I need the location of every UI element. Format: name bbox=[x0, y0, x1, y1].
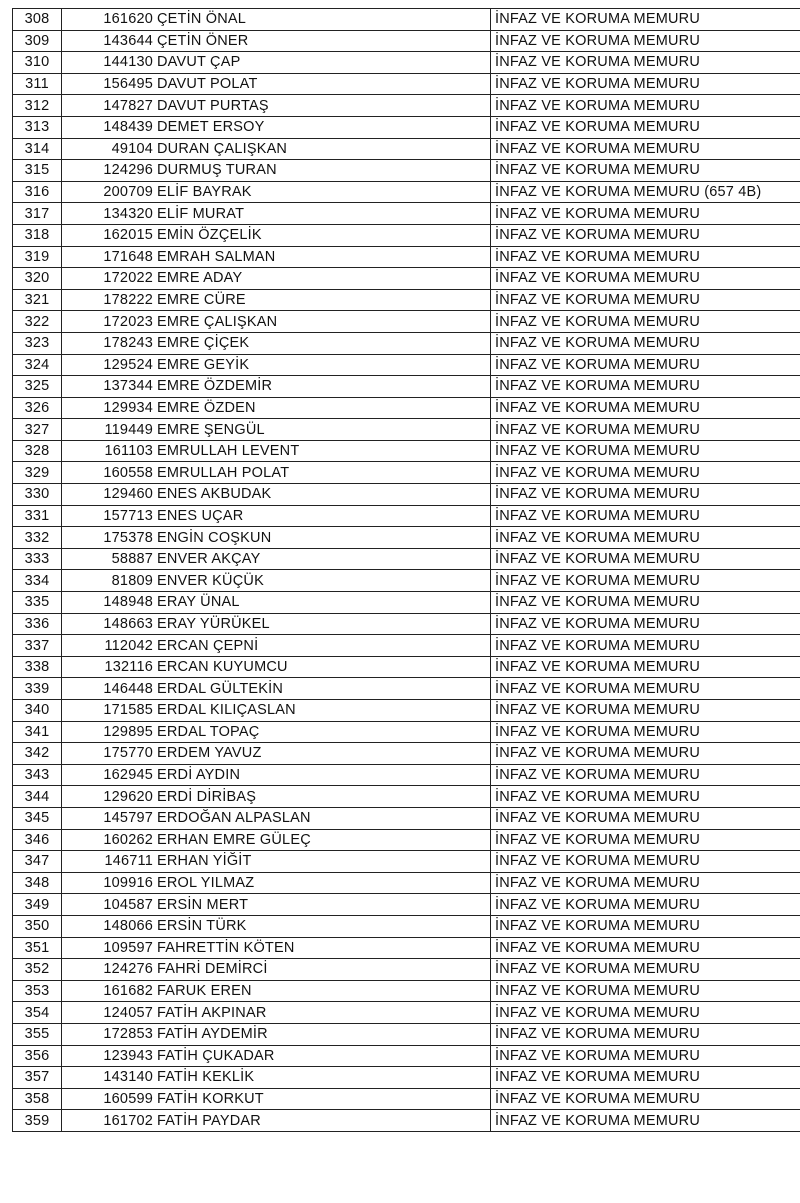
full-name-cell: DEMET ERSOY bbox=[155, 116, 491, 138]
job-title-cell: İNFAZ VE KORUMA MEMURU bbox=[491, 354, 800, 376]
row-number-cell: 311 bbox=[13, 73, 62, 95]
job-title-cell: İNFAZ VE KORUMA MEMURU bbox=[491, 52, 800, 74]
registry-number-cell: 143644 bbox=[62, 30, 156, 52]
registry-number-cell: 49104 bbox=[62, 138, 156, 160]
table-row bbox=[13, 160, 800, 182]
row-number-cell: 321 bbox=[13, 289, 62, 311]
full-name-cell: ERCAN ÇEPNİ bbox=[155, 635, 491, 657]
row-number-cell: 318 bbox=[13, 224, 62, 246]
registry-number-cell: 109597 bbox=[62, 937, 156, 959]
job-title-cell: İNFAZ VE KORUMA MEMURU bbox=[491, 743, 800, 765]
table-row bbox=[13, 1067, 800, 1089]
row-number-cell: 354 bbox=[13, 1002, 62, 1024]
job-title-cell: İNFAZ VE KORUMA MEMURU bbox=[491, 635, 800, 657]
job-title-cell: İNFAZ VE KORUMA MEMURU bbox=[491, 203, 800, 225]
registry-number-cell: 161702 bbox=[62, 1110, 156, 1132]
row-number-cell: 324 bbox=[13, 354, 62, 376]
table-row bbox=[13, 419, 800, 441]
full-name-cell: FATİH AYDEMİR bbox=[155, 1023, 491, 1045]
registry-number-cell: 147827 bbox=[62, 95, 156, 117]
registry-number-cell: 124276 bbox=[62, 959, 156, 981]
full-name-cell: FARUK EREN bbox=[155, 980, 491, 1002]
job-title-cell: İNFAZ VE KORUMA MEMURU bbox=[491, 872, 800, 894]
job-title-cell: İNFAZ VE KORUMA MEMURU bbox=[491, 1002, 800, 1024]
full-name-cell: ELİF BAYRAK bbox=[155, 181, 491, 203]
row-number-cell: 348 bbox=[13, 872, 62, 894]
job-title-cell: İNFAZ VE KORUMA MEMURU bbox=[491, 959, 800, 981]
job-title-cell: İNFAZ VE KORUMA MEMURU bbox=[491, 9, 800, 31]
table-row bbox=[13, 592, 800, 614]
full-name-cell: ÇETİN ÖNER bbox=[155, 30, 491, 52]
row-number-cell: 332 bbox=[13, 527, 62, 549]
row-number-cell: 308 bbox=[13, 9, 62, 31]
registry-number-cell: 132116 bbox=[62, 656, 156, 678]
registry-number-cell: 109916 bbox=[62, 872, 156, 894]
job-title-cell: İNFAZ VE KORUMA MEMURU bbox=[491, 160, 800, 182]
job-title-cell: İNFAZ VE KORUMA MEMURU bbox=[491, 548, 800, 570]
job-title-cell: İNFAZ VE KORUMA MEMURU bbox=[491, 1045, 800, 1067]
row-number-cell: 334 bbox=[13, 570, 62, 592]
row-number-cell: 358 bbox=[13, 1088, 62, 1110]
row-number-cell: 320 bbox=[13, 268, 62, 290]
full-name-cell: FATİH PAYDAR bbox=[155, 1110, 491, 1132]
registry-number-cell: 143140 bbox=[62, 1067, 156, 1089]
row-number-cell: 333 bbox=[13, 548, 62, 570]
registry-number-cell: 129460 bbox=[62, 484, 156, 506]
registry-number-cell: 161682 bbox=[62, 980, 156, 1002]
row-number-cell: 327 bbox=[13, 419, 62, 441]
registry-number-cell: 178243 bbox=[62, 332, 156, 354]
row-number-cell: 338 bbox=[13, 656, 62, 678]
job-title-cell: İNFAZ VE KORUMA MEMURU bbox=[491, 1023, 800, 1045]
table-row bbox=[13, 851, 800, 873]
full-name-cell: DAVUT ÇAP bbox=[155, 52, 491, 74]
full-name-cell: FAHRETTİN KÖTEN bbox=[155, 937, 491, 959]
full-name-cell: EMRAH SALMAN bbox=[155, 246, 491, 268]
table-row bbox=[13, 462, 800, 484]
registry-number-cell: 144130 bbox=[62, 52, 156, 74]
table-row bbox=[13, 9, 800, 31]
registry-number-cell: 119449 bbox=[62, 419, 156, 441]
full-name-cell: ERSİN MERT bbox=[155, 894, 491, 916]
full-name-cell: DAVUT POLAT bbox=[155, 73, 491, 95]
job-title-cell: İNFAZ VE KORUMA MEMURU bbox=[491, 73, 800, 95]
row-number-cell: 341 bbox=[13, 721, 62, 743]
full-name-cell: ERAY YÜRÜKEL bbox=[155, 613, 491, 635]
job-title-cell: İNFAZ VE KORUMA MEMURU bbox=[491, 1088, 800, 1110]
full-name-cell: DURMUŞ TURAN bbox=[155, 160, 491, 182]
table-row bbox=[13, 95, 800, 117]
table-row bbox=[13, 397, 800, 419]
full-name-cell: ENES UÇAR bbox=[155, 505, 491, 527]
registry-number-cell: 171585 bbox=[62, 700, 156, 722]
table-row bbox=[13, 786, 800, 808]
row-number-cell: 309 bbox=[13, 30, 62, 52]
registry-number-cell: 124296 bbox=[62, 160, 156, 182]
job-title-cell: İNFAZ VE KORUMA MEMURU bbox=[491, 462, 800, 484]
table-row bbox=[13, 376, 800, 398]
registry-number-cell: 148439 bbox=[62, 116, 156, 138]
table-row bbox=[13, 678, 800, 700]
job-title-cell: İNFAZ VE KORUMA MEMURU bbox=[491, 95, 800, 117]
row-number-cell: 313 bbox=[13, 116, 62, 138]
job-title-cell: İNFAZ VE KORUMA MEMURU bbox=[491, 829, 800, 851]
full-name-cell: ERDAL KILIÇASLAN bbox=[155, 700, 491, 722]
full-name-cell: FATİH AKPINAR bbox=[155, 1002, 491, 1024]
job-title-cell: İNFAZ VE KORUMA MEMURU bbox=[491, 30, 800, 52]
full-name-cell: ERAY ÜNAL bbox=[155, 592, 491, 614]
table-row bbox=[13, 1045, 800, 1067]
registry-number-cell: 171648 bbox=[62, 246, 156, 268]
table-row bbox=[13, 332, 800, 354]
full-name-cell: EMRE ÖZDEMİR bbox=[155, 376, 491, 398]
row-number-cell: 357 bbox=[13, 1067, 62, 1089]
table-row bbox=[13, 700, 800, 722]
row-number-cell: 314 bbox=[13, 138, 62, 160]
job-title-cell: İNFAZ VE KORUMA MEMURU bbox=[491, 592, 800, 614]
row-number-cell: 344 bbox=[13, 786, 62, 808]
table-row bbox=[13, 721, 800, 743]
row-number-cell: 352 bbox=[13, 959, 62, 981]
registry-number-cell: 129620 bbox=[62, 786, 156, 808]
registry-number-cell: 104587 bbox=[62, 894, 156, 916]
registry-number-cell: 148948 bbox=[62, 592, 156, 614]
job-title-cell: İNFAZ VE KORUMA MEMURU bbox=[491, 721, 800, 743]
table-row bbox=[13, 440, 800, 462]
full-name-cell: EMRE ADAY bbox=[155, 268, 491, 290]
table-row bbox=[13, 635, 800, 657]
registry-number-cell: 178222 bbox=[62, 289, 156, 311]
full-name-cell: ELİF MURAT bbox=[155, 203, 491, 225]
registry-number-cell: 129895 bbox=[62, 721, 156, 743]
row-number-cell: 356 bbox=[13, 1045, 62, 1067]
row-number-cell: 316 bbox=[13, 181, 62, 203]
table-row bbox=[13, 980, 800, 1002]
table-row bbox=[13, 743, 800, 765]
registry-number-cell: 160558 bbox=[62, 462, 156, 484]
registry-number-cell: 172023 bbox=[62, 311, 156, 333]
job-title-cell: İNFAZ VE KORUMA MEMURU bbox=[491, 138, 800, 160]
full-name-cell: EMRE ÖZDEN bbox=[155, 397, 491, 419]
job-title-cell: İNFAZ VE KORUMA MEMURU bbox=[491, 678, 800, 700]
full-name-cell: DURAN ÇALIŞKAN bbox=[155, 138, 491, 160]
full-name-cell: FATİH ÇUKADAR bbox=[155, 1045, 491, 1067]
job-title-cell: İNFAZ VE KORUMA MEMURU bbox=[491, 980, 800, 1002]
registry-number-cell: 112042 bbox=[62, 635, 156, 657]
job-title-cell: İNFAZ VE KORUMA MEMURU bbox=[491, 419, 800, 441]
row-number-cell: 331 bbox=[13, 505, 62, 527]
job-title-cell: İNFAZ VE KORUMA MEMURU bbox=[491, 1110, 800, 1132]
row-number-cell: 329 bbox=[13, 462, 62, 484]
full-name-cell: ERDOĞAN ALPASLAN bbox=[155, 807, 491, 829]
full-name-cell: ENGİN COŞKUN bbox=[155, 527, 491, 549]
job-title-cell: İNFAZ VE KORUMA MEMURU bbox=[491, 786, 800, 808]
job-title-cell: İNFAZ VE KORUMA MEMURU bbox=[491, 376, 800, 398]
row-number-cell: 342 bbox=[13, 743, 62, 765]
job-title-cell: İNFAZ VE KORUMA MEMURU bbox=[491, 397, 800, 419]
row-number-cell: 328 bbox=[13, 440, 62, 462]
registry-number-cell: 175378 bbox=[62, 527, 156, 549]
table-row bbox=[13, 613, 800, 635]
table-row bbox=[13, 268, 800, 290]
registry-number-cell: 156495 bbox=[62, 73, 156, 95]
full-name-cell: FAHRİ DEMİRCİ bbox=[155, 959, 491, 981]
table-row bbox=[13, 52, 800, 74]
full-name-cell: EMİN ÖZÇELİK bbox=[155, 224, 491, 246]
table-row bbox=[13, 656, 800, 678]
full-name-cell: EMRE ÇALIŞKAN bbox=[155, 311, 491, 333]
full-name-cell: ENVER KÜÇÜK bbox=[155, 570, 491, 592]
registry-number-cell: 161103 bbox=[62, 440, 156, 462]
registry-number-cell: 134320 bbox=[62, 203, 156, 225]
full-name-cell: ERHAN EMRE GÜLEÇ bbox=[155, 829, 491, 851]
job-title-cell: İNFAZ VE KORUMA MEMURU bbox=[491, 851, 800, 873]
registry-number-cell: 172022 bbox=[62, 268, 156, 290]
job-title-cell: İNFAZ VE KORUMA MEMURU bbox=[491, 246, 800, 268]
row-number-cell: 340 bbox=[13, 700, 62, 722]
row-number-cell: 349 bbox=[13, 894, 62, 916]
table-row bbox=[13, 1088, 800, 1110]
job-title-cell: İNFAZ VE KORUMA MEMURU bbox=[491, 807, 800, 829]
full-name-cell: DAVUT PURTAŞ bbox=[155, 95, 491, 117]
table-row bbox=[13, 527, 800, 549]
full-name-cell: EMRE GEYİK bbox=[155, 354, 491, 376]
job-title-cell: İNFAZ VE KORUMA MEMURU bbox=[491, 915, 800, 937]
registry-number-cell: 129524 bbox=[62, 354, 156, 376]
full-name-cell: ERDAL TOPAÇ bbox=[155, 721, 491, 743]
registry-number-cell: 148066 bbox=[62, 915, 156, 937]
table-row bbox=[13, 915, 800, 937]
table-row bbox=[13, 1110, 800, 1132]
row-number-cell: 343 bbox=[13, 764, 62, 786]
row-number-cell: 346 bbox=[13, 829, 62, 851]
job-title-cell: İNFAZ VE KORUMA MEMURU bbox=[491, 484, 800, 506]
row-number-cell: 315 bbox=[13, 160, 62, 182]
row-number-cell: 319 bbox=[13, 246, 62, 268]
registry-number-cell: 123943 bbox=[62, 1045, 156, 1067]
registry-number-cell: 200709 bbox=[62, 181, 156, 203]
table-row bbox=[13, 311, 800, 333]
registry-number-cell: 146711 bbox=[62, 851, 156, 873]
table-row bbox=[13, 570, 800, 592]
row-number-cell: 337 bbox=[13, 635, 62, 657]
table-row bbox=[13, 1002, 800, 1024]
registry-number-cell: 172853 bbox=[62, 1023, 156, 1045]
table-row bbox=[13, 505, 800, 527]
job-title-cell: İNFAZ VE KORUMA MEMURU bbox=[491, 894, 800, 916]
row-number-cell: 345 bbox=[13, 807, 62, 829]
full-name-cell: EMRULLAH POLAT bbox=[155, 462, 491, 484]
job-title-cell: İNFAZ VE KORUMA MEMURU bbox=[491, 505, 800, 527]
registry-number-cell: 160599 bbox=[62, 1088, 156, 1110]
table-row bbox=[13, 30, 800, 52]
full-name-cell: EROL YILMAZ bbox=[155, 872, 491, 894]
registry-number-cell: 129934 bbox=[62, 397, 156, 419]
full-name-cell: ÇETİN ÖNAL bbox=[155, 9, 491, 31]
personnel-table-container bbox=[12, 8, 800, 1132]
row-number-cell: 330 bbox=[13, 484, 62, 506]
table-row bbox=[13, 829, 800, 851]
full-name-cell: FATİH KEKLİK bbox=[155, 1067, 491, 1089]
table-row bbox=[13, 138, 800, 160]
full-name-cell: ERCAN KUYUMCU bbox=[155, 656, 491, 678]
full-name-cell: EMRE CÜRE bbox=[155, 289, 491, 311]
job-title-cell: İNFAZ VE KORUMA MEMURU bbox=[491, 937, 800, 959]
job-title-cell: İNFAZ VE KORUMA MEMURU bbox=[491, 440, 800, 462]
table-row bbox=[13, 73, 800, 95]
personnel-table-body bbox=[13, 9, 800, 1132]
full-name-cell: ENES AKBUDAK bbox=[155, 484, 491, 506]
table-row bbox=[13, 548, 800, 570]
registry-number-cell: 58887 bbox=[62, 548, 156, 570]
registry-number-cell: 160262 bbox=[62, 829, 156, 851]
table-row bbox=[13, 181, 800, 203]
job-title-cell: İNFAZ VE KORUMA MEMURU bbox=[491, 527, 800, 549]
full-name-cell: ENVER AKÇAY bbox=[155, 548, 491, 570]
job-title-cell: İNFAZ VE KORUMA MEMURU bbox=[491, 116, 800, 138]
full-name-cell: EMRULLAH LEVENT bbox=[155, 440, 491, 462]
row-number-cell: 310 bbox=[13, 52, 62, 74]
table-row bbox=[13, 484, 800, 506]
row-number-cell: 325 bbox=[13, 376, 62, 398]
personnel-table bbox=[12, 8, 800, 1132]
job-title-cell: İNFAZ VE KORUMA MEMURU bbox=[491, 311, 800, 333]
table-row bbox=[13, 224, 800, 246]
job-title-cell: İNFAZ VE KORUMA MEMURU bbox=[491, 613, 800, 635]
table-row bbox=[13, 937, 800, 959]
row-number-cell: 335 bbox=[13, 592, 62, 614]
registry-number-cell: 146448 bbox=[62, 678, 156, 700]
row-number-cell: 326 bbox=[13, 397, 62, 419]
row-number-cell: 336 bbox=[13, 613, 62, 635]
full-name-cell: ERDİ AYDIN bbox=[155, 764, 491, 786]
job-title-cell: İNFAZ VE KORUMA MEMURU bbox=[491, 700, 800, 722]
row-number-cell: 350 bbox=[13, 915, 62, 937]
full-name-cell: FATİH KORKUT bbox=[155, 1088, 491, 1110]
table-row bbox=[13, 203, 800, 225]
job-title-cell: İNFAZ VE KORUMA MEMURU bbox=[491, 224, 800, 246]
registry-number-cell: 162945 bbox=[62, 764, 156, 786]
registry-number-cell: 162015 bbox=[62, 224, 156, 246]
job-title-cell: İNFAZ VE KORUMA MEMURU bbox=[491, 764, 800, 786]
job-title-cell: İNFAZ VE KORUMA MEMURU bbox=[491, 332, 800, 354]
table-row bbox=[13, 764, 800, 786]
registry-number-cell: 145797 bbox=[62, 807, 156, 829]
row-number-cell: 322 bbox=[13, 311, 62, 333]
row-number-cell: 323 bbox=[13, 332, 62, 354]
registry-number-cell: 81809 bbox=[62, 570, 156, 592]
full-name-cell: ERDAL GÜLTEKİN bbox=[155, 678, 491, 700]
row-number-cell: 351 bbox=[13, 937, 62, 959]
job-title-cell: İNFAZ VE KORUMA MEMURU bbox=[491, 1067, 800, 1089]
row-number-cell: 317 bbox=[13, 203, 62, 225]
registry-number-cell: 148663 bbox=[62, 613, 156, 635]
row-number-cell: 359 bbox=[13, 1110, 62, 1132]
table-row bbox=[13, 246, 800, 268]
full-name-cell: ERDİ DİRİBAŞ bbox=[155, 786, 491, 808]
registry-number-cell: 137344 bbox=[62, 376, 156, 398]
full-name-cell: EMRE ŞENGÜL bbox=[155, 419, 491, 441]
registry-number-cell: 175770 bbox=[62, 743, 156, 765]
full-name-cell: ERHAN YİĞİT bbox=[155, 851, 491, 873]
full-name-cell: ERDEM YAVUZ bbox=[155, 743, 491, 765]
job-title-cell: İNFAZ VE KORUMA MEMURU bbox=[491, 656, 800, 678]
table-row bbox=[13, 354, 800, 376]
table-row bbox=[13, 116, 800, 138]
full-name-cell: ERSİN TÜRK bbox=[155, 915, 491, 937]
full-name-cell: EMRE ÇİÇEK bbox=[155, 332, 491, 354]
table-row bbox=[13, 959, 800, 981]
table-row bbox=[13, 894, 800, 916]
job-title-cell: İNFAZ VE KORUMA MEMURU bbox=[491, 268, 800, 290]
row-number-cell: 339 bbox=[13, 678, 62, 700]
table-row bbox=[13, 807, 800, 829]
row-number-cell: 353 bbox=[13, 980, 62, 1002]
job-title-cell: İNFAZ VE KORUMA MEMURU bbox=[491, 570, 800, 592]
job-title-cell: İNFAZ VE KORUMA MEMURU (657 4B) bbox=[491, 181, 800, 203]
table-row bbox=[13, 1023, 800, 1045]
table-row bbox=[13, 872, 800, 894]
row-number-cell: 347 bbox=[13, 851, 62, 873]
registry-number-cell: 161620 bbox=[62, 9, 156, 31]
job-title-cell: İNFAZ VE KORUMA MEMURU bbox=[491, 289, 800, 311]
table-row bbox=[13, 289, 800, 311]
registry-number-cell: 124057 bbox=[62, 1002, 156, 1024]
row-number-cell: 355 bbox=[13, 1023, 62, 1045]
row-number-cell: 312 bbox=[13, 95, 62, 117]
registry-number-cell: 157713 bbox=[62, 505, 156, 527]
